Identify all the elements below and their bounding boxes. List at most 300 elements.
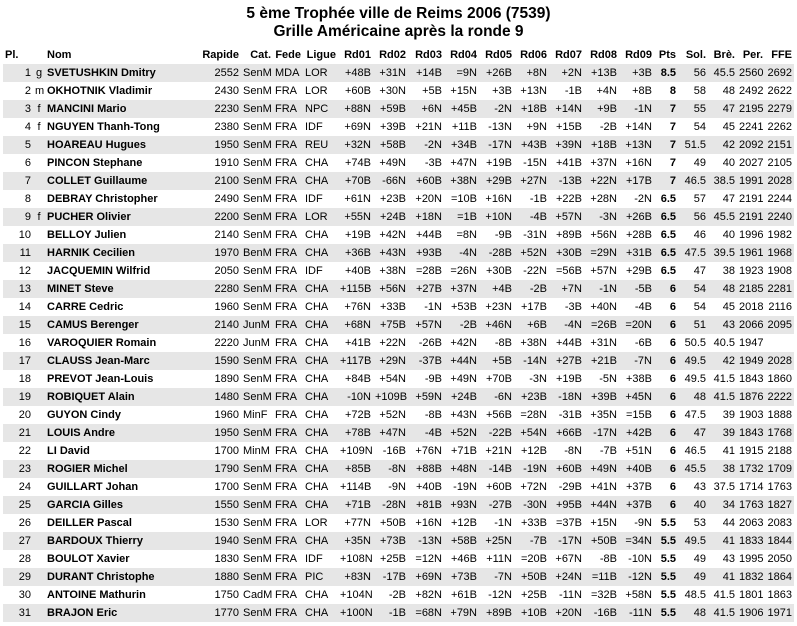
federation-cell: FRA <box>273 100 303 118</box>
ffe-rating-cell: 1860 <box>765 370 794 388</box>
league-cell: CHA <box>303 154 338 172</box>
round-5-cell: -7N <box>479 568 514 586</box>
league-cell: PIC <box>303 568 338 586</box>
player-name: GARCIA Gilles <box>45 496 193 514</box>
rating-cell: 2200 <box>193 208 241 226</box>
round-9-cell: -6B <box>619 334 654 352</box>
round-7-cell: +24N <box>549 568 584 586</box>
round-4-cell: +61B <box>444 586 479 604</box>
category-cell: SenM <box>241 280 273 298</box>
round-3-cell: +21N <box>408 118 444 136</box>
ffe-rating-cell: 1827 <box>765 496 794 514</box>
table-row <box>3 334 794 352</box>
rating-cell: 1910 <box>193 154 241 172</box>
col-header-rd04: Rd04 <box>450 49 477 61</box>
category-cell: SenM <box>241 604 273 622</box>
round-3-cell: -8B <box>408 406 444 424</box>
rating-cell: 2430 <box>193 82 241 100</box>
federation-cell: FRA <box>273 226 303 244</box>
round-6-cell: +38N <box>514 334 549 352</box>
round-7-cell: +57N <box>549 208 584 226</box>
round-6-cell: -30N <box>514 496 549 514</box>
points-cell: 8 <box>654 82 678 100</box>
col-header-pts: Pts <box>658 49 676 61</box>
solkoff-cell: 47 <box>678 424 708 442</box>
round-2-cell: +31N <box>373 64 408 82</box>
title-cell <box>33 586 45 604</box>
place-cell: 30 <box>3 586 33 604</box>
title-cell <box>33 352 45 370</box>
ffe-rating-cell <box>765 334 794 352</box>
points-cell: 6 <box>654 406 678 424</box>
table-row <box>3 172 794 190</box>
round-3-cell: -37B <box>408 352 444 370</box>
round-6-cell: -14N <box>514 352 549 370</box>
performance-cell: 2027 <box>737 154 765 172</box>
bresilien-cell: 40.5 <box>708 334 737 352</box>
points-cell: 7 <box>654 136 678 154</box>
category-cell: SenM <box>241 298 273 316</box>
league-cell: CHA <box>303 478 338 496</box>
solkoff-cell: 47.5 <box>678 406 708 424</box>
performance-cell: 2195 <box>737 100 765 118</box>
round-2-cell: +49N <box>373 154 408 172</box>
federation-cell: FRA <box>273 604 303 622</box>
col-header-title <box>33 46 45 64</box>
rating-cell: 2220 <box>193 334 241 352</box>
league-cell: REU <box>303 136 338 154</box>
round-7-cell: +89B <box>549 226 584 244</box>
round-7-cell: +67N <box>549 550 584 568</box>
rating-cell: 1960 <box>193 406 241 424</box>
solkoff-cell: 55 <box>678 100 708 118</box>
col-header-rd03: Rd03 <box>415 49 442 61</box>
table-row <box>3 604 794 622</box>
league-cell: CHA <box>303 424 338 442</box>
round-9-cell: -2N <box>619 190 654 208</box>
round-1-cell: +68N <box>338 316 373 334</box>
table-row <box>3 154 794 172</box>
round-6-cell: +10B <box>514 604 549 622</box>
round-3-cell: +20N <box>408 190 444 208</box>
league-cell: CHA <box>303 172 338 190</box>
round-8-cell: +22N <box>584 172 619 190</box>
round-5-cell: +4B <box>479 280 514 298</box>
col-header-rd08: Rd08 <box>590 49 617 61</box>
round-5-cell: +19B <box>479 154 514 172</box>
performance-cell: 1923 <box>737 262 765 280</box>
round-2-cell: +30N <box>373 82 408 100</box>
table-row <box>3 100 794 118</box>
place-cell: 12 <box>3 262 33 280</box>
round-9-cell: +31B <box>619 244 654 262</box>
round-7-cell: +15B <box>549 118 584 136</box>
solkoff-cell: 46.5 <box>678 442 708 460</box>
bresilien-cell: 39 <box>708 406 737 424</box>
ffe-rating-cell: 1844 <box>765 532 794 550</box>
round-1-cell: +40B <box>338 262 373 280</box>
points-cell: 5.5 <box>654 604 678 622</box>
title-cell <box>33 424 45 442</box>
round-9-cell: +42B <box>619 424 654 442</box>
place-cell: 13 <box>3 280 33 298</box>
federation-cell: FRA <box>273 424 303 442</box>
bresilien-cell: 42 <box>708 136 737 154</box>
round-5-cell: -1N <box>479 514 514 532</box>
page-title: 5 ème Trophée ville de Reims 2006 (7539) <box>246 5 551 22</box>
federation-cell: FRA <box>273 586 303 604</box>
title-cell <box>33 442 45 460</box>
league-cell: CHA <box>303 460 338 478</box>
rating-cell: 1770 <box>193 604 241 622</box>
table-row <box>3 478 794 496</box>
round-7-cell: +7N <box>549 280 584 298</box>
table-row <box>3 118 794 136</box>
standings-table <box>3 46 794 622</box>
title-cell <box>33 370 45 388</box>
round-1-cell: +32N <box>338 136 373 154</box>
place-cell: 28 <box>3 550 33 568</box>
round-7-cell: =37B <box>549 514 584 532</box>
col-header-fede: Fede <box>275 49 301 61</box>
rating-cell: 1940 <box>193 532 241 550</box>
performance-cell: 1843 <box>737 424 765 442</box>
round-6-cell: -22N <box>514 262 549 280</box>
round-1-cell: +100N <box>338 604 373 622</box>
league-cell: CHA <box>303 226 338 244</box>
federation-cell: FRA <box>273 388 303 406</box>
round-9-cell: =34N <box>619 532 654 550</box>
place-cell: 4 <box>3 118 33 136</box>
round-8-cell: +50B <box>584 532 619 550</box>
rating-cell: 1950 <box>193 424 241 442</box>
round-9-cell: +37B <box>619 496 654 514</box>
bresilien-cell: 42 <box>708 352 737 370</box>
round-4-cell: +52N <box>444 424 479 442</box>
bresilien-cell: 41.5 <box>708 388 737 406</box>
round-5-cell: -13N <box>479 118 514 136</box>
round-2-cell: -2B <box>373 586 408 604</box>
round-2-cell: +73B <box>373 532 408 550</box>
performance-cell: 2066 <box>737 316 765 334</box>
round-8-cell: +49N <box>584 460 619 478</box>
round-9-cell: +14N <box>619 118 654 136</box>
place-cell: 23 <box>3 460 33 478</box>
round-2-cell: -17B <box>373 568 408 586</box>
solkoff-cell: 45.5 <box>678 460 708 478</box>
place-cell: 26 <box>3 514 33 532</box>
player-name: LI David <box>45 442 193 460</box>
round-6-cell: -1B <box>514 190 549 208</box>
rating-cell: 1830 <box>193 550 241 568</box>
round-8-cell: +39B <box>584 388 619 406</box>
col-header-ligue: Ligue <box>306 49 336 61</box>
bresilien-cell: 37.5 <box>708 478 737 496</box>
round-4-cell: +73B <box>444 568 479 586</box>
round-9-cell: +45N <box>619 388 654 406</box>
category-cell: SenM <box>241 388 273 406</box>
performance-cell: 2018 <box>737 298 765 316</box>
rating-cell: 2280 <box>193 280 241 298</box>
round-4-cell: =26N <box>444 262 479 280</box>
points-cell: 7 <box>654 154 678 172</box>
round-7-cell: +66B <box>549 424 584 442</box>
category-cell: SenM <box>241 352 273 370</box>
solkoff-cell: 51 <box>678 316 708 334</box>
round-2-cell: +43N <box>373 244 408 262</box>
league-cell: CHA <box>303 532 338 550</box>
round-4-cell: +11B <box>444 118 479 136</box>
category-cell: SenM <box>241 370 273 388</box>
round-2-cell: +24B <box>373 208 408 226</box>
rating-cell: 1750 <box>193 586 241 604</box>
league-cell: CHA <box>303 352 338 370</box>
round-2-cell: +23B <box>373 190 408 208</box>
federation-cell: FRA <box>273 442 303 460</box>
performance-cell: 1714 <box>737 478 765 496</box>
round-4-cell: +12B <box>444 514 479 532</box>
round-6-cell: -31N <box>514 226 549 244</box>
player-name: ROGIER Michel <box>45 460 193 478</box>
round-7-cell: -31B <box>549 406 584 424</box>
performance-cell: 1949 <box>737 352 765 370</box>
category-cell: SenM <box>241 568 273 586</box>
round-5-cell: -28B <box>479 244 514 262</box>
points-cell: 6.5 <box>654 190 678 208</box>
round-9-cell: +58N <box>619 586 654 604</box>
rating-cell: 1550 <box>193 496 241 514</box>
round-4-cell: +15N <box>444 82 479 100</box>
round-3-cell: +5B <box>408 82 444 100</box>
round-9-cell: -7N <box>619 352 654 370</box>
title-cell <box>33 262 45 280</box>
ffe-rating-cell: 2692 <box>765 64 794 82</box>
place-cell: 1 <box>3 64 33 82</box>
round-5-cell: -2N <box>479 100 514 118</box>
round-3-cell: +60B <box>408 172 444 190</box>
player-name: VAROQUIER Romain <box>45 334 193 352</box>
ffe-rating-cell: 2050 <box>765 550 794 568</box>
player-name: HARNIK Cecilien <box>45 244 193 262</box>
bresilien-cell: 38 <box>708 262 737 280</box>
performance-cell: 1991 <box>737 172 765 190</box>
rating-cell: 2100 <box>193 172 241 190</box>
category-cell: MinF <box>241 406 273 424</box>
round-9-cell: +40B <box>619 460 654 478</box>
round-8-cell: +41N <box>584 478 619 496</box>
round-7-cell: +27B <box>549 352 584 370</box>
federation-cell: FRA <box>273 406 303 424</box>
rating-cell: 2490 <box>193 190 241 208</box>
round-3-cell: +81B <box>408 496 444 514</box>
solkoff-cell: 56 <box>678 64 708 82</box>
round-8-cell: +13B <box>584 64 619 82</box>
title-cell <box>33 136 45 154</box>
round-1-cell: +77N <box>338 514 373 532</box>
table-row <box>3 388 794 406</box>
solkoff-cell: 56 <box>678 208 708 226</box>
rating-cell: 2552 <box>193 64 241 82</box>
player-name: JACQUEMIN Wilfrid <box>45 262 193 280</box>
bresilien-cell: 45.5 <box>708 208 737 226</box>
federation-cell: FRA <box>273 334 303 352</box>
round-9-cell: -1N <box>619 100 654 118</box>
points-cell: 6 <box>654 370 678 388</box>
points-cell: 6 <box>654 352 678 370</box>
ffe-rating-cell: 1763 <box>765 478 794 496</box>
solkoff-cell: 58 <box>678 82 708 100</box>
league-cell: CHA <box>303 370 338 388</box>
federation-cell: FRA <box>273 190 303 208</box>
round-8-cell: +4N <box>584 82 619 100</box>
round-6-cell: -3N <box>514 370 549 388</box>
round-3-cell: +27B <box>408 280 444 298</box>
round-2-cell: -66N <box>373 172 408 190</box>
round-8-cell: =32B <box>584 586 619 604</box>
rating-cell: 1590 <box>193 352 241 370</box>
round-8-cell: +21B <box>584 352 619 370</box>
player-name: LOUIS Andre <box>45 424 193 442</box>
league-cell: CHA <box>303 244 338 262</box>
round-1-cell: +19B <box>338 226 373 244</box>
points-cell: 5.5 <box>654 568 678 586</box>
round-5-cell: +29B <box>479 172 514 190</box>
title-cell <box>33 388 45 406</box>
solkoff-cell: 48.5 <box>678 586 708 604</box>
points-cell: 6 <box>654 496 678 514</box>
round-5-cell: -12N <box>479 586 514 604</box>
round-6-cell: +23B <box>514 388 549 406</box>
round-6-cell: +43B <box>514 136 549 154</box>
category-cell: SenM <box>241 478 273 496</box>
points-cell: 8.5 <box>654 64 678 82</box>
bresilien-cell: 40 <box>708 226 737 244</box>
place-cell: 14 <box>3 298 33 316</box>
round-4-cell: +53B <box>444 298 479 316</box>
round-9-cell: =20N <box>619 316 654 334</box>
player-name: DEILLER Pascal <box>45 514 193 532</box>
round-5-cell: +23N <box>479 298 514 316</box>
performance-cell: 1801 <box>737 586 765 604</box>
round-4-cell: +34B <box>444 136 479 154</box>
col-header-place: Pl. <box>5 49 19 61</box>
player-name: ANTOINE Mathurin <box>45 586 193 604</box>
rating-cell: 1960 <box>193 298 241 316</box>
title-cell <box>33 550 45 568</box>
round-9-cell: +37B <box>619 478 654 496</box>
round-4-cell: +38N <box>444 172 479 190</box>
points-cell: 6 <box>654 280 678 298</box>
performance-cell: 1961 <box>737 244 765 262</box>
league-cell: LOR <box>303 208 338 226</box>
round-3-cell: +82N <box>408 586 444 604</box>
place-cell: 8 <box>3 190 33 208</box>
player-name: HOAREAU Hugues <box>45 136 193 154</box>
federation-cell: FRA <box>273 568 303 586</box>
place-cell: 3 <box>3 100 33 118</box>
round-8-cell: =26B <box>584 316 619 334</box>
solkoff-cell: 54 <box>678 118 708 136</box>
round-7-cell: +19B <box>549 370 584 388</box>
table-row <box>3 82 794 100</box>
round-2-cell: -9N <box>373 478 408 496</box>
round-2-cell: +56N <box>373 280 408 298</box>
ffe-rating-cell: 2279 <box>765 100 794 118</box>
player-name: GUILLART Johan <box>45 478 193 496</box>
round-1-cell: +41B <box>338 334 373 352</box>
performance-cell: 2241 <box>737 118 765 136</box>
points-cell: 7 <box>654 100 678 118</box>
col-header-rd06: Rd06 <box>520 49 547 61</box>
performance-cell: 2092 <box>737 136 765 154</box>
points-cell: 5.5 <box>654 532 678 550</box>
performance-cell: 2492 <box>737 82 765 100</box>
league-cell: CHA <box>303 442 338 460</box>
federation-cell: FRA <box>273 496 303 514</box>
federation-cell: FRA <box>273 532 303 550</box>
performance-cell: 1915 <box>737 442 765 460</box>
solkoff-cell: 43 <box>678 478 708 496</box>
solkoff-cell: 49 <box>678 154 708 172</box>
table-row <box>3 496 794 514</box>
solkoff-cell: 51.5 <box>678 136 708 154</box>
page-subtitle: Grille Américaine après la ronde 9 <box>273 23 524 40</box>
bresilien-cell: 38 <box>708 460 737 478</box>
round-2-cell: +58B <box>373 136 408 154</box>
round-1-cell: +55N <box>338 208 373 226</box>
round-8-cell: -7B <box>584 442 619 460</box>
round-2-cell: +47N <box>373 424 408 442</box>
solkoff-cell: 48 <box>678 604 708 622</box>
player-name: CLAUSS Jean-Marc <box>45 352 193 370</box>
table-row <box>3 352 794 370</box>
table-row <box>3 532 794 550</box>
league-cell: CHA <box>303 604 338 622</box>
round-6-cell: +33B <box>514 514 549 532</box>
title-cell: f <box>33 208 45 226</box>
round-8-cell: -17N <box>584 424 619 442</box>
table-row <box>3 406 794 424</box>
place-cell: 18 <box>3 370 33 388</box>
category-cell: SenM <box>241 82 273 100</box>
ffe-rating-cell: 2262 <box>765 118 794 136</box>
league-cell: CHA <box>303 280 338 298</box>
points-cell: 6 <box>654 388 678 406</box>
round-8-cell: =11B <box>584 568 619 586</box>
round-1-cell: +85B <box>338 460 373 478</box>
solkoff-cell: 49.5 <box>678 352 708 370</box>
place-cell: 29 <box>3 568 33 586</box>
round-9-cell: =15B <box>619 406 654 424</box>
bresilien-cell: 43 <box>708 550 737 568</box>
round-6-cell: -4B <box>514 208 549 226</box>
player-name: BRAJON Eric <box>45 604 193 622</box>
table-row <box>3 244 794 262</box>
federation-cell: FRA <box>273 280 303 298</box>
round-4-cell: +44N <box>444 352 479 370</box>
round-7-cell: +39N <box>549 136 584 154</box>
title-cell <box>33 244 45 262</box>
solkoff-cell: 49 <box>678 568 708 586</box>
round-7-cell: +22B <box>549 190 584 208</box>
round-4-cell: +43N <box>444 406 479 424</box>
round-8-cell: +31N <box>584 334 619 352</box>
rating-cell: 1880 <box>193 568 241 586</box>
round-9-cell: -4B <box>619 298 654 316</box>
points-cell: 6.5 <box>654 208 678 226</box>
round-2-cell: -16B <box>373 442 408 460</box>
round-6-cell: +27N <box>514 172 549 190</box>
